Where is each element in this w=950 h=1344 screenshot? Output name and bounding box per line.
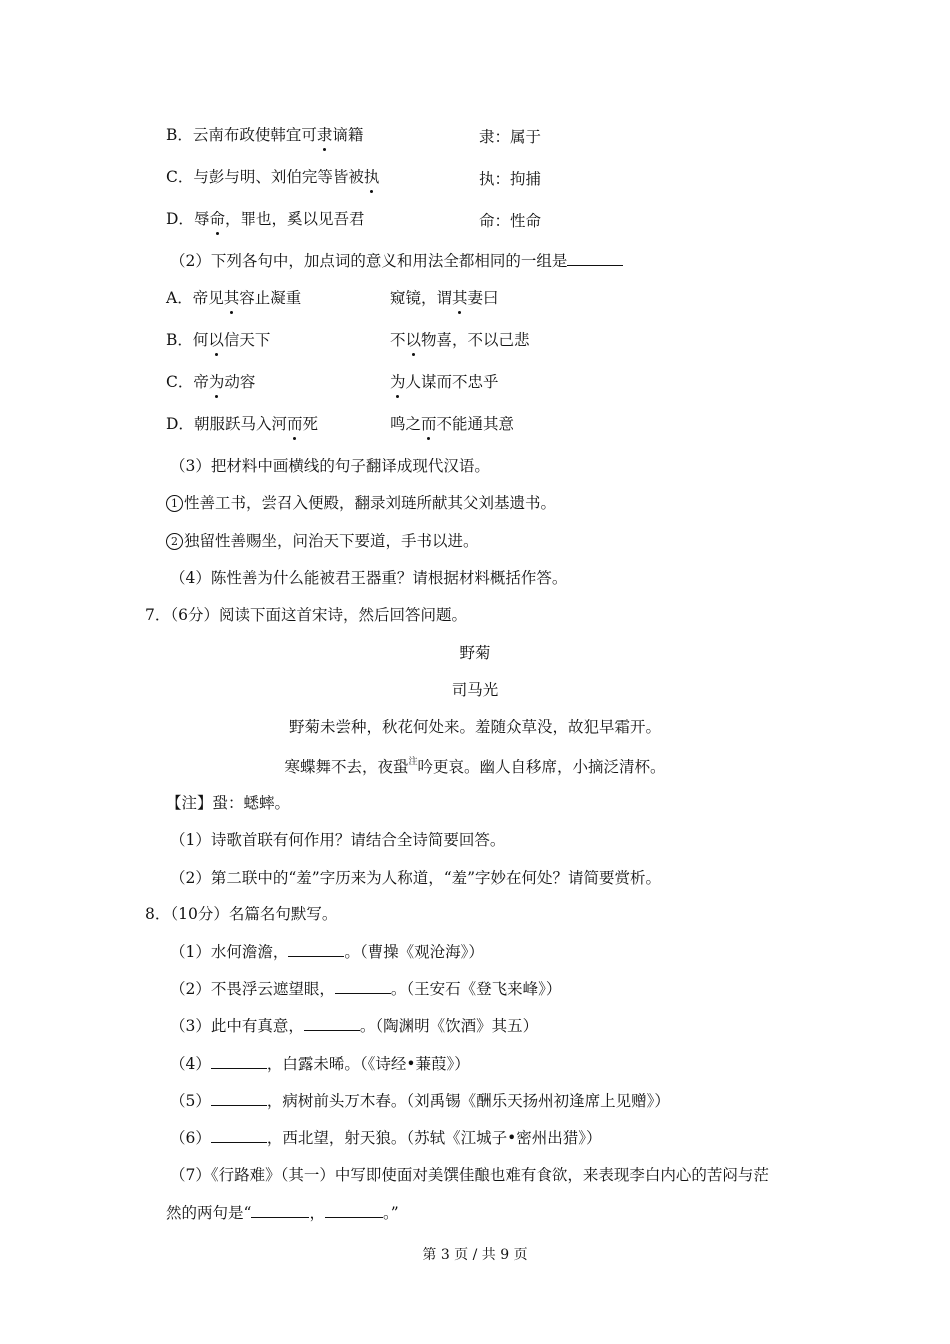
q8-item-2: （2）不畏浮云遮望眼， 。（王安石《登飞来峰》）	[170, 980, 562, 998]
dotted-char: 命	[209, 210, 225, 228]
q6-sub3-item2: 2 独留性善赐坐，问治天下要道，手书以进。	[166, 530, 479, 552]
p2-option-b-right: 不以物喜，不以己悲	[390, 331, 530, 349]
q8-item-6: （6） ，西北望，射天狼。（苏轼《江城子•密州出猎》）	[170, 1129, 602, 1147]
answer-blank[interactable]	[251, 1202, 309, 1218]
poem-author: 司马光	[451, 681, 499, 699]
q8-item-7-line-1: （7）《行路难》（其一）中写即使面对美馔佳酿也难有食欲，来表现李白内心的苦闷与茫	[170, 1166, 769, 1184]
dotted-char: 其	[452, 289, 468, 307]
dotted-char: 而	[421, 415, 437, 433]
q7-sub1: （1）诗歌首联有何作用？请结合全诗简要回答。	[170, 831, 506, 849]
q7-note: 【注】蛩：蟋蟀。	[166, 794, 291, 812]
q6-sub3-item1: 1 性善工书，尝召入便殿，翻录刘琏所献其父刘基遗书。	[166, 492, 556, 514]
dotted-char: 隶	[316, 126, 333, 144]
p2-option-a-left: A．帝见其容止凝重	[166, 289, 302, 307]
answer-blank[interactable]	[288, 941, 344, 957]
dotted-char: 为	[208, 373, 225, 391]
q6-option-b: B．云南布政使韩宜可隶谪籍	[166, 126, 364, 144]
answer-blank[interactable]	[211, 1090, 267, 1106]
dotted-char: 而	[286, 415, 303, 433]
q7-sub2: （2）第二联中的“羞”字历来为人称道，“羞”字妙在何处？请简要赏析。	[170, 869, 662, 887]
answer-blank[interactable]	[325, 1202, 383, 1218]
p2-option-c-left: C．帝为动容	[166, 373, 256, 391]
dotted-char: 以	[405, 331, 422, 349]
p2-option-c-right: 为人谋而不忠乎	[390, 373, 499, 391]
q8-item-5: （5） ，病树前头万木春。（刘禹锡《酬乐天扬州初逢席上见赠》）	[170, 1092, 670, 1110]
q8-item-7-line-2: 然的两句是“ ， 。”	[166, 1204, 399, 1222]
q8-stem: 8．（10分）名篇名句默写。	[145, 905, 338, 923]
poem-title: 野菊	[459, 644, 491, 662]
q6-gloss-b: 隶：属于	[479, 128, 542, 146]
q8-item-1: （1）水何澹澹， 。（曹操《观沧海》）	[170, 943, 484, 961]
dotted-char: 其	[223, 289, 240, 307]
page-footer: 第 3 页 / 共 9 页	[422, 1247, 528, 1263]
answer-blank[interactable]	[211, 1053, 267, 1069]
poem-line-2: 寒蝶舞不去，夜蛩$^注$吟更哀。幽人自移席，小摘泛清杯。	[284, 757, 666, 776]
q6-sub4: （4）陈性善为什么能被君王器重？请根据材料概括作答。	[170, 569, 568, 587]
answer-blank[interactable]	[304, 1015, 360, 1031]
p2-option-d-right: 鸣之而不能通其意	[390, 415, 515, 433]
p2-option-b-left: B．何以信天下	[166, 331, 271, 349]
note-marker: 注	[408, 757, 418, 767]
poem-line-1: 野菊未尝种，秋花何处来。羞随众草没，故犯早霜开。	[288, 718, 661, 736]
answer-blank[interactable]	[335, 978, 391, 994]
q6-gloss-d: 命：性命	[479, 212, 542, 230]
q6-option-d: D．辱命，罪也，奚以见吾君	[166, 210, 365, 228]
q8-item-3: （3）此中有真意， 。（陶渊明《饮酒》其五）	[170, 1017, 539, 1035]
dotted-char: 为	[390, 373, 406, 391]
q8-item-4: （4） ，白露未晞。（《诗经•蒹葭》）	[170, 1055, 470, 1073]
q6-option-c: C．与彭与明、刘伯完等皆被执	[166, 168, 380, 186]
p2-option-d-left: D．朝服跃马入河而死	[166, 415, 318, 433]
dotted-char: 执	[363, 168, 380, 186]
q6-sub3: （3）把材料中画横线的句子翻译成现代汉语。	[170, 457, 490, 475]
q6-sub2-stem: （2）下列各句中，加点词的意义和用法全都相同的一组是	[170, 250, 623, 272]
answer-blank[interactable]	[567, 250, 623, 266]
circled-number: 1	[166, 495, 183, 512]
answer-blank[interactable]	[211, 1127, 267, 1143]
q7-stem: 7．（6分）阅读下面这首宋诗，然后回答问题。	[145, 606, 467, 624]
q6-gloss-c: 执：拘捕	[479, 170, 542, 188]
circled-number: 2	[166, 533, 183, 550]
dotted-char: 以	[208, 331, 224, 349]
p2-option-a-right: 窥镜，谓其妻曰	[390, 289, 499, 307]
